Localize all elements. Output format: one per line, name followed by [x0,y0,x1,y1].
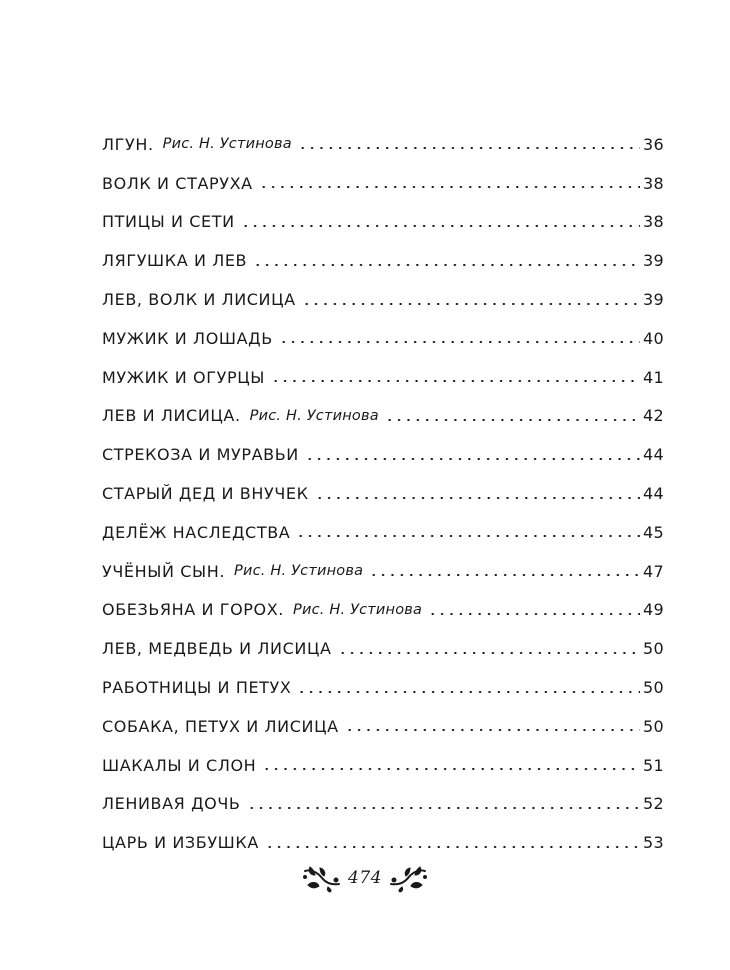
floral-ornament-icon [388,863,428,893]
toc-entry[interactable] [102,435,664,474]
toc-entry[interactable] [102,513,664,552]
toc-entry-title: ДЕЛЁЖ НАСЛЕДСТВА [102,522,291,542]
toc-entry-title: ЦАРЬ И ИЗБУШКА [102,833,259,853]
dot-leader [297,691,640,693]
toc-entry[interactable] [102,823,664,862]
toc-entry-title: ЛЯГУШКА И ЛЕВ [102,251,248,271]
toc-entry[interactable] [102,629,664,668]
toc-entry-page: 39 [643,251,664,271]
toc-entry-title: ЛЕНИВАЯ ДОЧЬ [102,794,241,814]
toc-entry-credit: Рис. Н. Устинова [234,563,364,580]
toc-entry[interactable] [102,552,664,591]
dot-leader [369,574,640,576]
page-footer [0,860,730,896]
toc-entry-title: ШАКАЛЫ И СЛОН [102,755,257,775]
toc-entry-page: 49 [643,600,664,620]
toc-entry[interactable] [102,203,664,242]
toc-entry-credit: Рис. Н. Устинова [162,136,292,153]
toc-entry-page: 53 [643,833,664,853]
toc-entry[interactable] [102,668,664,707]
toc-entry-title: ЛГУН. [102,134,154,154]
dot-leader [345,729,640,731]
toc-entry-title: ЛЕВ, ВОЛК И ЛИСИЦА [102,290,296,310]
toc-entry-title: ВОЛК И СТАРУХА [102,173,253,193]
toc-entry-title: ОБЕЗЬЯНА И ГОРОХ. [102,600,284,620]
toc-entry[interactable] [102,319,664,358]
toc-entry-title: ЛЕВ И ЛИСИЦА. [102,406,241,426]
dot-leader [385,419,640,421]
toc-entry-page: 45 [643,522,664,542]
toc-entry-page: 50 [643,639,664,659]
toc-entry-page: 47 [643,561,664,581]
toc-entry-page: 39 [643,290,664,310]
toc-entry[interactable] [102,125,664,164]
toc-entry-title: СТРЕКОЗА И МУРАВЬИ [102,445,299,465]
page-number: 474 [348,868,382,888]
toc-entry-credit: Рис. Н. Устинова [293,601,423,618]
toc-entry-title: МУЖИК И ЛОШАДЬ [102,328,273,348]
toc-entry[interactable] [102,164,664,203]
toc-entry[interactable] [102,474,664,513]
toc-entry[interactable] [102,707,664,746]
toc-entry[interactable] [102,280,664,319]
toc-entry-page: 50 [643,678,664,698]
toc-entry-page: 50 [643,716,664,736]
toc-entry-page: 44 [643,445,664,465]
dot-leader [262,768,640,770]
toc-entry[interactable] [102,397,664,436]
toc-entry-title: ЛЕВ, МЕДВЕДЬ И ЛИСИЦА [102,639,332,659]
toc-entry[interactable] [102,785,664,824]
toc-entry-title: УЧЁНЫЙ СЫН. [102,561,226,581]
toc-entry-title: ПТИЦЫ И СЕТИ [102,212,235,232]
dot-leader [241,225,640,227]
toc-entry-page: 41 [643,367,664,387]
dot-leader [302,303,640,305]
toc-entry[interactable] [102,746,664,785]
toc-entry-title: МУЖИК И ОГУРЦЫ [102,367,265,387]
toc-entry-page: 40 [643,328,664,348]
toc-entry[interactable] [102,358,664,397]
toc-entry-page: 36 [643,134,664,154]
dot-leader [338,652,641,654]
toc-entry-title: РАБОТНИЦЫ И ПЕТУХ [102,678,292,698]
dot-leader [253,264,640,266]
toc-entry-title: СТАРЫЙ ДЕД И ВНУЧЕК [102,484,309,504]
dot-leader [296,535,640,537]
toc-entry-credit: Рис. Н. Устинова [249,407,379,424]
toc-entry-page: 42 [643,406,664,426]
toc-entry-page: 52 [643,794,664,814]
toc-entry[interactable] [102,591,664,630]
toc-entry-page: 38 [643,173,664,193]
dot-leader [298,147,640,149]
table-of-contents [102,125,664,862]
dot-leader [305,458,640,460]
toc-entry-page: 51 [643,755,664,775]
dot-leader [428,613,640,615]
dot-leader [271,380,640,382]
toc-entry-page: 44 [643,484,664,504]
toc-entry-page: 38 [643,212,664,232]
toc-entry-title: СОБАКА, ПЕТУХ И ЛИСИЦА [102,716,339,736]
dot-leader [247,807,641,809]
dot-leader [259,186,640,188]
dot-leader [279,341,640,343]
floral-ornament-icon [302,863,342,893]
toc-entry[interactable] [102,241,664,280]
dot-leader [315,497,640,499]
dot-leader [265,846,640,848]
